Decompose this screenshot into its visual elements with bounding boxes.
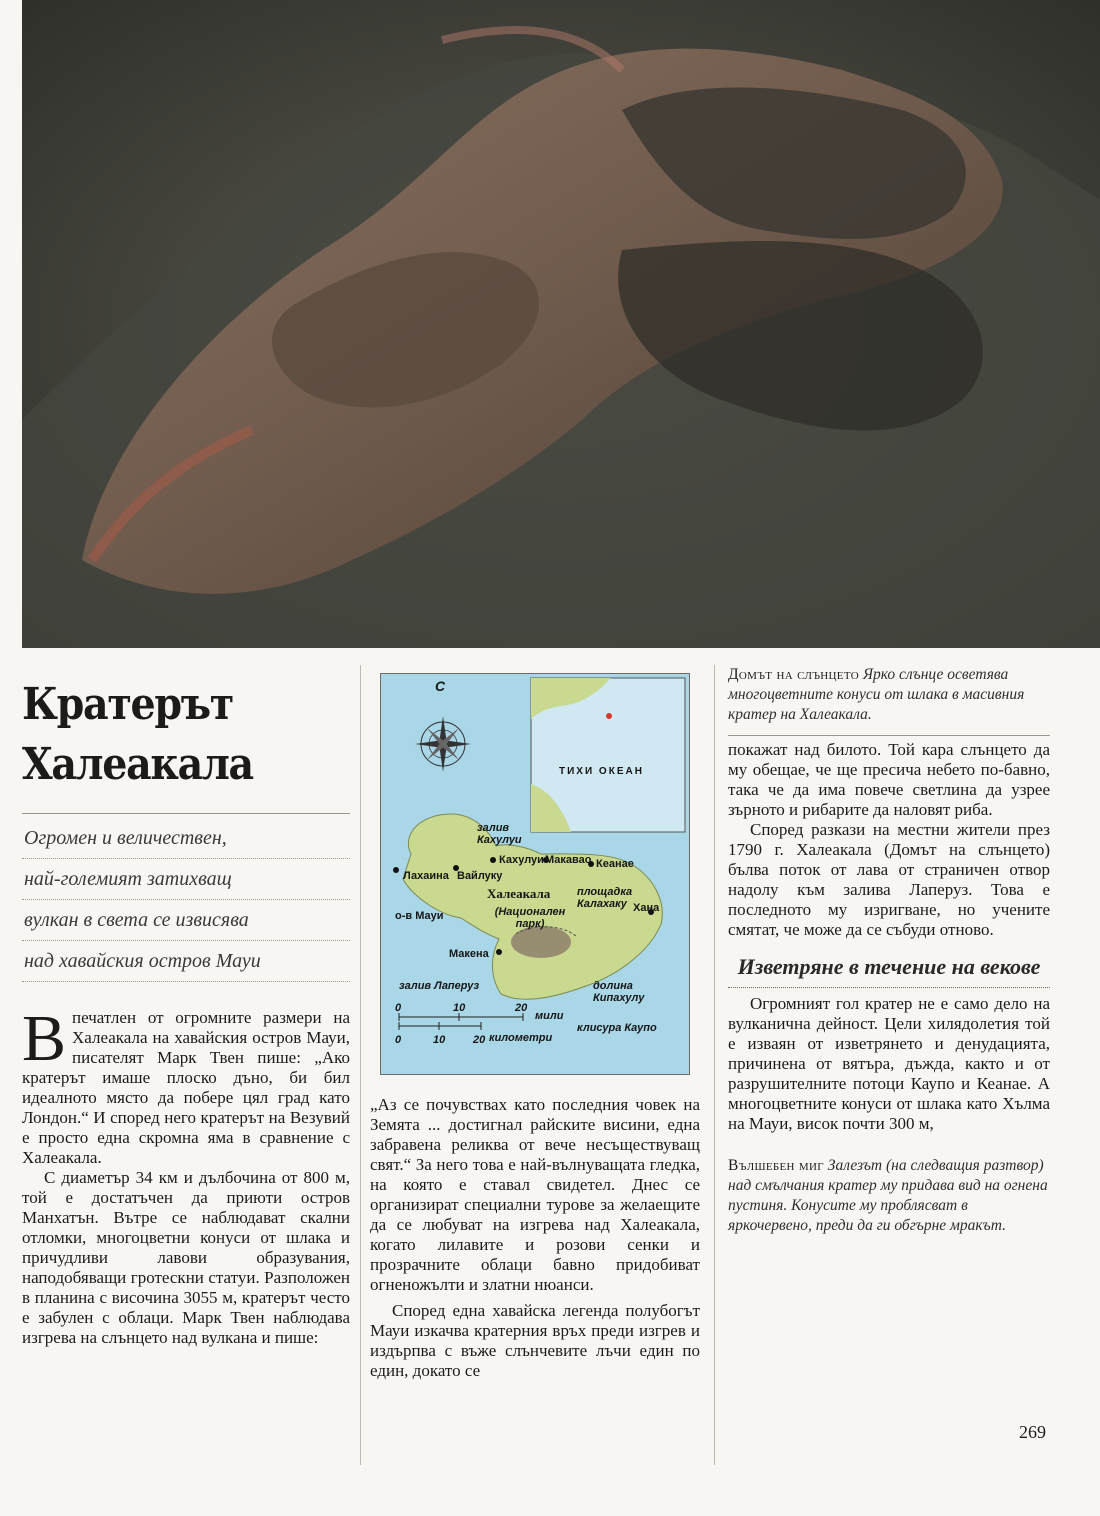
bay-north-label: залив Кахулуи xyxy=(477,822,522,846)
lead-line: най-големият затихващ xyxy=(22,859,350,900)
page-number: 269 xyxy=(1019,1422,1046,1442)
maui-map xyxy=(380,673,690,1075)
body-text xyxy=(370,1095,700,1381)
subheading-divider xyxy=(728,987,1050,988)
park-name-label: Халеакала xyxy=(487,886,551,901)
caption-text: Ярко слънце осветява многоцветните конуси от шлака в масивния кратер на Халеакала. xyxy=(728,666,1025,723)
town-label: Кеанае xyxy=(596,858,634,870)
paragraph-text: печатлен от огромните размери на Халеакала на хавайския остров Мауи, писателят Марк Твен пише: „Ако кратерът имаше плоско дъно, би бил идеалното място да побере цял град като Лондон.“ И според него кратерът на Везувий е просто една скромна яма в сравнение с Халеакала. xyxy=(22,1008,350,1167)
body-text xyxy=(728,994,1050,1134)
subheading: Изветряне в течение на векове xyxy=(737,954,1041,979)
town-label: Лахаина xyxy=(403,870,449,882)
photo-caption xyxy=(728,1156,1050,1236)
crater-photo xyxy=(22,0,1100,648)
scale-km-10: 10 xyxy=(433,1034,446,1046)
location-dot xyxy=(606,713,612,719)
caption-heading: Вълшебен миг xyxy=(728,1157,824,1174)
column-3 xyxy=(728,655,1050,1236)
body-text xyxy=(728,740,1050,940)
caption-text: Залезът (на следващия разтвор) над смълчания кратер му придава вид на огнена пустиня. Конусите му проблясват в яркочервено, преди да ги обгърне мракът. xyxy=(728,1157,1048,1234)
island-label: о-в Мауи xyxy=(395,910,444,922)
paragraph: Огромният гол кратер не е само дело на вулканична дейност. Цели хилядолетия той е изваян от изветрянето и денудацията, причинена от вятъра, дъжда, както и от разрушителните потоци Каупо и Кеанае. А многоцветните конуси от шлака като Хълма на Мауи, висок почти 300 м, xyxy=(728,994,1050,1133)
paragraph: покажат над билото. Той кара слънцето да му обещае, че ще пресича небето по-бавно, така че да има повече светлина да узрее зърното и рибарите да наловят риба. xyxy=(728,740,1050,819)
town-label: Макена xyxy=(449,948,489,960)
viewpoint-label: площадка Калахаку xyxy=(577,886,633,910)
column-divider xyxy=(360,665,361,1465)
lead-line: Огромен и величествен, xyxy=(22,818,350,859)
compass-north-label: С xyxy=(435,678,446,694)
crater-area xyxy=(511,926,571,958)
column-divider xyxy=(714,665,715,1465)
gap-label: клисура Каупо xyxy=(577,1022,657,1034)
ocean-label: ТИХИ ОКЕАН xyxy=(559,766,644,777)
column-1 xyxy=(22,655,350,1348)
scale-miles-unit: мили xyxy=(535,1010,564,1022)
town-label: Хана xyxy=(633,902,660,914)
title-line: Халеакала xyxy=(22,739,253,790)
article-title xyxy=(22,675,317,795)
town-label: Макавао xyxy=(545,854,592,866)
paragraph: Според разкази на местни жители през 1790 г. Халеакала (Домът на слънцето) бълва поток от лава от страничен отвор надолу към залива Лаперуз. Това е последното му изригване, но учените смятат, че може да се събуди отново. xyxy=(728,820,1050,939)
town-label: Кахулуи xyxy=(499,854,544,866)
valley-label: долина Кипахулу xyxy=(593,980,645,1004)
scale-mile-20: 20 xyxy=(515,1002,528,1014)
scale-km-unit: километри xyxy=(489,1032,553,1044)
scale-mile-10: 10 xyxy=(453,1002,466,1014)
park-sub-label: (Национален парк) xyxy=(494,906,566,930)
caption-divider xyxy=(728,735,1050,736)
photo-caption xyxy=(728,665,1050,725)
scale-km-20: 20 xyxy=(473,1034,486,1046)
paragraph: Според една хавайска легенда полубогът Мауи изкачва кратерния връх преди изгрев и издърпва с въже слънчевите лъчи един по един, докато се xyxy=(370,1301,700,1380)
bay-south-label: залив Лаперуз xyxy=(399,980,480,992)
lead-line: вулкан в света се извисява xyxy=(22,900,350,941)
title-line: Кратерът xyxy=(22,679,233,730)
scale-mile-0: 0 xyxy=(395,1002,402,1014)
paragraph xyxy=(22,1002,350,1168)
lead-line: над хавайския остров Мауи xyxy=(22,941,350,982)
lead-paragraph xyxy=(22,818,350,982)
drop-cap: В xyxy=(22,1002,67,1075)
title-divider xyxy=(22,813,350,814)
town-label: Вайлуку xyxy=(457,870,503,882)
scale-km-0: 0 xyxy=(395,1034,402,1046)
paragraph: С диаметър 34 км и дълбочина от 800 м, той е достатъчен да приюти остров Манхатън. Вътре се наблюдават скални отломки, многоцветни конуси от шлака и причудливи лавови образувания, наподобяващи гротескни статуи. Разположен в планина с височина 3055 м, кратерът често е забулен с облаци. Марк Твен наблюдава изгрева на слънцето над вулкана и пише: xyxy=(22,1168,350,1347)
caption-heading: Домът на слънцето xyxy=(728,666,859,683)
body-text xyxy=(22,1002,350,1348)
column-2 xyxy=(370,655,700,1381)
paragraph: „Аз се почувствах като последния човек на Земята ... достигнал райските висини, една забравена реликва от вече несъществуващ свят.“ За него това е най-вълнуващата гледка, на която е ставал свидетел. Днес се организират специални турове за желаещите да се любуват на изгрева над Халеакала, когато лилавите и розови сенки и прозрачните облаци бавно придобиват огненожълти и златни нюанси. xyxy=(370,1095,700,1294)
